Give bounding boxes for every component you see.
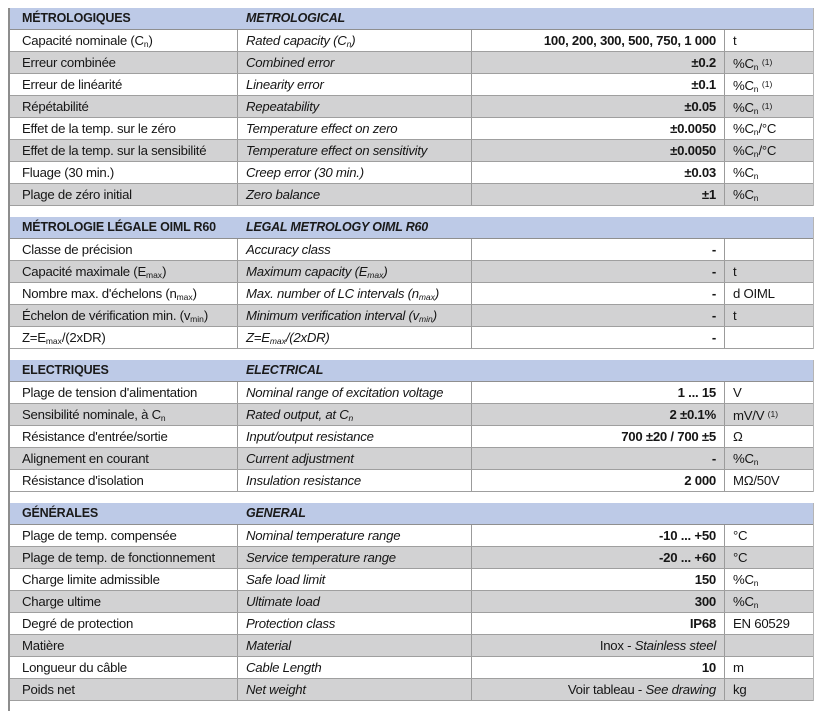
param-label-en: Insulation resistance	[238, 470, 472, 491]
param-label-en: Temperature effect on zero	[238, 118, 472, 139]
spec-section	[10, 8, 814, 206]
param-label-fr: Alignement en courant	[10, 448, 238, 469]
param-unit: MΩ/50V	[733, 473, 780, 488]
table-row	[10, 239, 813, 261]
param-label-en: Input/output resistance	[238, 426, 472, 447]
table-row	[10, 426, 813, 448]
param-unit: t	[733, 264, 737, 279]
param-label-fr: Plage de temp. compensée	[10, 525, 238, 546]
table-row	[10, 52, 813, 74]
section-title-en: GENERAL	[246, 506, 306, 520]
param-unit: mV/V $^{(1)}$	[733, 408, 779, 423]
param-label-en: $Z=E_{max}/(2xDR)$	[238, 327, 472, 348]
section-header-band	[10, 503, 813, 525]
param-label-fr: Sensibilité nominale, à $C_n$	[10, 404, 238, 425]
table-row	[10, 327, 813, 349]
param-unit: t	[733, 308, 737, 323]
param-unit: $\%C_n$ $^{(1)}$	[733, 78, 773, 94]
table-row	[10, 591, 813, 613]
param-value: ±0.1	[472, 74, 725, 95]
param-unit: $\%C_n$ $^{(1)}$	[733, 56, 773, 72]
param-unit: $\%C_n$	[733, 594, 759, 610]
param-label-fr: Résistance d'entrée/sortie	[10, 426, 238, 447]
param-label-fr: Poids net	[10, 679, 238, 700]
param-label-fr: Répétabilité	[10, 96, 238, 117]
table-row	[10, 140, 813, 162]
table-row	[10, 470, 813, 492]
param-label-en: Max. number of LC intervals $(n_{max})$	[238, 283, 472, 304]
table-row	[10, 547, 813, 569]
table-row	[10, 679, 813, 701]
param-value: 1 ... 15	[472, 382, 725, 403]
section-title-en: LEGAL METROLOGY OIML R60	[246, 220, 429, 234]
param-unit: t	[733, 33, 737, 48]
table-row	[10, 448, 813, 470]
param-value: ±0.0050	[472, 140, 725, 161]
table-row	[10, 613, 813, 635]
table-row	[10, 404, 813, 426]
section-title-en: METROLOGICAL	[246, 11, 345, 25]
param-unit: d OIML	[733, 286, 775, 301]
section-rows	[10, 382, 813, 492]
param-unit	[725, 239, 812, 260]
param-label-fr: Matière	[10, 635, 238, 656]
spec-section	[10, 503, 814, 701]
param-label-en: Minimum verification interval $(v_{min})$	[238, 305, 472, 326]
param-label-fr: Longueur du câble	[10, 657, 238, 678]
table-row	[10, 382, 813, 404]
param-value: 2 ±0.1%	[472, 404, 725, 425]
param-label-en: Material	[238, 635, 472, 656]
table-row	[10, 74, 813, 96]
section-header-band	[10, 8, 813, 30]
section-title-fr: ELECTRIQUES	[22, 363, 109, 377]
param-unit: EN 60529	[733, 616, 790, 631]
param-value: Voir tableau - See drawing	[472, 679, 725, 700]
param-unit: °C	[733, 528, 748, 543]
section-title-en: ELECTRICAL	[246, 363, 324, 377]
param-unit	[725, 635, 812, 656]
param-label-fr: Charge limite admissible	[10, 569, 238, 590]
spec-section	[10, 217, 814, 349]
param-label-en: Temperature effect on sensitivity	[238, 140, 472, 161]
param-label-fr: Erreur combinée	[10, 52, 238, 73]
table-row	[10, 569, 813, 591]
param-unit	[725, 327, 812, 348]
param-value: ±0.05	[472, 96, 725, 117]
param-label-en: Service temperature range	[238, 547, 472, 568]
param-label-en: Nominal range of excitation voltage	[238, 382, 472, 403]
param-value: -	[472, 283, 725, 304]
param-unit: $\%C_n$	[733, 165, 759, 181]
param-value: 100, 200, 300, 500, 750, 1 000	[472, 30, 725, 51]
param-label-en: Creep error (30 min.)	[238, 162, 472, 183]
param-label-en: Maximum capacity $(E_{max})$	[238, 261, 472, 282]
param-label-fr: Erreur de linéarité	[10, 74, 238, 95]
param-label-en: Rated capacity $(C_n)$	[238, 30, 472, 51]
param-label-fr: Capacité nominale $(C_n)$	[10, 30, 238, 51]
param-label-fr: Nombre max. d'échelons $(n_{max})$	[10, 283, 238, 304]
param-unit: Ω	[733, 429, 743, 444]
param-value: -	[472, 305, 725, 326]
table-row	[10, 261, 813, 283]
table-row	[10, 305, 813, 327]
param-unit: $\%C_n$	[733, 572, 759, 588]
param-label-fr: Plage de tension d'alimentation	[10, 382, 238, 403]
param-label-en: Ultimate load	[238, 591, 472, 612]
table-row	[10, 162, 813, 184]
section-rows	[10, 525, 813, 701]
param-unit: $\%C_n/^\circ C$	[733, 143, 777, 159]
table-row	[10, 118, 813, 140]
param-value: ±0.0050	[472, 118, 725, 139]
param-label-fr: $Z=E_{max}/(2xDR)$	[10, 327, 238, 348]
param-value: Inox - Stainless steel	[472, 635, 725, 656]
param-label-en: Linearity error	[238, 74, 472, 95]
param-label-fr: Échelon de vérification min. $(v_{min})$	[10, 305, 238, 326]
param-value: ±0.03	[472, 162, 725, 183]
param-unit: $\%C_n$ $^{(1)}$	[733, 100, 773, 116]
param-value: 300	[472, 591, 725, 612]
param-label-fr: Classe de précision	[10, 239, 238, 260]
section-rows	[10, 239, 813, 349]
param-value: -	[472, 327, 725, 348]
param-label-en: Current adjustment	[238, 448, 472, 469]
section-title-fr: MÉTROLOGIE LÉGALE OIML R60	[22, 220, 216, 234]
section-header-band	[10, 217, 813, 239]
param-value: -10 ... +50	[472, 525, 725, 546]
param-label-fr: Effet de la temp. sur la sensibilité	[10, 140, 238, 161]
table-row	[10, 96, 813, 118]
param-value: -	[472, 239, 725, 260]
param-value: -	[472, 261, 725, 282]
param-unit: $\%C_n$	[733, 451, 759, 467]
param-unit: m	[733, 660, 744, 675]
param-label-fr: Plage de temp. de fonctionnement	[10, 547, 238, 568]
param-value: 2 000	[472, 470, 725, 491]
param-value: 700 ±20 / 700 ±5	[472, 426, 725, 447]
table-row	[10, 525, 813, 547]
param-unit: $\%C_n$	[733, 187, 759, 203]
param-value: -	[472, 448, 725, 469]
param-unit: V	[733, 385, 742, 400]
param-label-fr: Résistance d'isolation	[10, 470, 238, 491]
param-label-en: Repeatability	[238, 96, 472, 117]
param-label-fr: Plage de zéro initial	[10, 184, 238, 205]
param-value: 10	[472, 657, 725, 678]
param-unit: kg	[733, 682, 747, 697]
param-value: ±1	[472, 184, 725, 205]
table-row	[10, 30, 813, 52]
param-label-fr: Charge ultime	[10, 591, 238, 612]
specification-table	[8, 8, 814, 711]
table-row	[10, 657, 813, 679]
table-row	[10, 283, 813, 305]
param-label-fr: Capacité maximale $(E_{max})$	[10, 261, 238, 282]
param-label-fr: Degré de protection	[10, 613, 238, 634]
table-row	[10, 635, 813, 657]
param-label-en: Combined error	[238, 52, 472, 73]
param-label-en: Net weight	[238, 679, 472, 700]
section-title-fr: GÉNÉRALES	[22, 506, 98, 520]
param-value: IP68	[472, 613, 725, 634]
param-label-fr: Effet de la temp. sur le zéro	[10, 118, 238, 139]
section-title-fr: MÉTROLOGIQUES	[22, 11, 131, 25]
table-row	[10, 184, 813, 206]
section-header-band	[10, 360, 813, 382]
param-label-fr: Fluage (30 min.)	[10, 162, 238, 183]
param-value: -20 ... +60	[472, 547, 725, 568]
param-label-en: Rated output, at $C_n$	[238, 404, 472, 425]
param-value: 150	[472, 569, 725, 590]
param-label-en: Cable Length	[238, 657, 472, 678]
section-rows	[10, 30, 813, 206]
param-label-en: Protection class	[238, 613, 472, 634]
param-label-en: Nominal temperature range	[238, 525, 472, 546]
spec-section	[10, 360, 814, 492]
param-unit: $\%C_n/^\circ C$	[733, 121, 777, 137]
param-unit: °C	[733, 550, 748, 565]
param-label-en: Zero balance	[238, 184, 472, 205]
param-label-en: Safe load limit	[238, 569, 472, 590]
param-value: ±0.2	[472, 52, 725, 73]
param-label-en: Accuracy class	[238, 239, 472, 260]
